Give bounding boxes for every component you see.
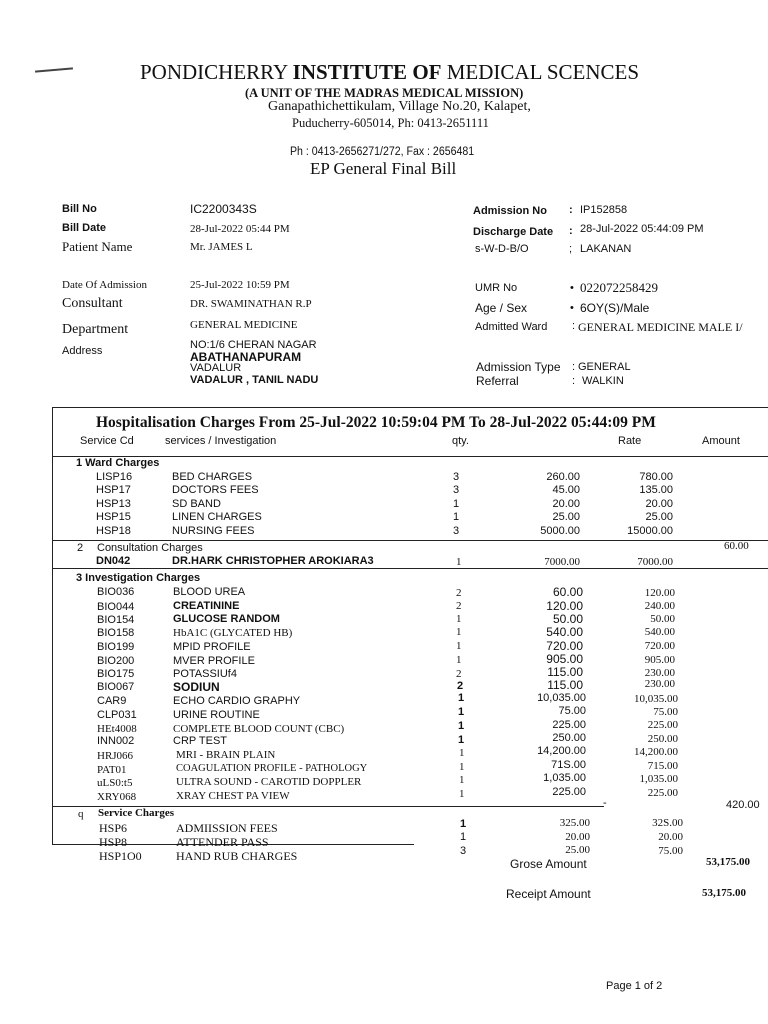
section-consult-subtotal: 60.00 [724, 540, 749, 552]
address-line-2: Puducherry-605014, Ph: 0413-2651111 [292, 116, 489, 130]
table-row-amount: 120.00 [644, 587, 675, 599]
address-value-line3: VADALUR [190, 362, 242, 374]
table-row-rate: 325.00 [559, 817, 590, 829]
address-value-line1: NO:1/6 CHERAN NAGAR [190, 339, 317, 351]
age-sex-label: Age / Sex [475, 301, 528, 315]
table-row-rate: 14,200.00 [537, 745, 586, 757]
table-row-code: PAT01 [97, 764, 127, 776]
table-row-qty: 2 [456, 587, 462, 599]
referral-value: WALKIN [582, 375, 624, 387]
umr-no-value: 022072258429 [580, 280, 658, 295]
table-row-qty: 1 [459, 788, 465, 800]
ward-section-divider [52, 540, 768, 541]
table-row-rate: 225.00 [552, 786, 586, 798]
admitted-ward-sep: : [572, 320, 576, 332]
phone-fax: Ph : 0413-2656271/272, Fax : 2656481 [290, 146, 475, 158]
relation-value: LAKANAN [580, 243, 632, 255]
table-row-rate: 10,035.00 [537, 692, 586, 704]
table-row-rate: 20.00 [552, 498, 580, 510]
table-row-code: XRY068 [97, 791, 137, 803]
admitted-ward-value: GENERAL MEDICINE MALE I/ [578, 320, 743, 334]
header-amount: Amount [702, 435, 740, 447]
table-top-border [52, 407, 768, 408]
table-row-name: MVER PROFILE [173, 655, 255, 667]
table-row-name: BED CHARGES [172, 471, 253, 483]
table-row-rate: 7000.00 [544, 556, 580, 568]
table-row-amount: 25.00 [645, 511, 673, 523]
table-row-rate: 115.00 [547, 678, 583, 692]
section-consult-title: Consultation Charges [97, 542, 203, 554]
table-row-code: HRJ066 [97, 750, 134, 762]
header-rate: Rate [618, 435, 642, 447]
relation-sep: ; [569, 243, 573, 255]
patient-name-value: Mr. JAMES L [190, 241, 253, 253]
table-row-name: SD BAND [172, 498, 221, 510]
age-sex-sep: • [570, 302, 574, 314]
table-row-code: BIO175 [97, 668, 135, 680]
consultant-label: Consultant [62, 296, 123, 311]
table-row-code: HSP1O0 [99, 849, 142, 863]
bill-date-value: 28-Jul-2022 05:44 PM [190, 223, 290, 235]
address-value-line2: ABATHANAPURAM [190, 350, 302, 364]
table-row-code: HSP17 [96, 484, 131, 496]
table-row-amount: 20.00 [645, 498, 673, 510]
table-row-rate: 45.00 [552, 484, 580, 496]
table-header-divider [52, 456, 768, 457]
bill-date-label: Bill Date [62, 222, 107, 234]
bill-no-value: IC2200343S [190, 202, 257, 216]
table-row-code: CLP031 [97, 709, 137, 721]
table-row-name: HAND RUB CHARGES [176, 849, 298, 863]
table-row-amount: 250.00 [647, 733, 678, 745]
table-row-amount: 230.00 [644, 667, 675, 679]
umr-no-label: UMR No [475, 282, 518, 294]
table-row-qty: 1 [456, 613, 462, 625]
table-row-amount: 7000.00 [637, 556, 673, 568]
table-row-rate: 50.00 [552, 612, 583, 626]
bill-title: EP General Final Bill [310, 159, 457, 178]
table-row-code: HSP6 [99, 821, 128, 835]
umr-no-sep: • [570, 282, 574, 294]
admission-no-sep: : [569, 204, 573, 216]
address-label: Address [62, 345, 103, 357]
table-row-amount: 225.00 [647, 719, 678, 731]
table-row-amount: 225.00 [647, 787, 678, 799]
table-title: Hospitalisation Charges From 25-Jul-2022 10:59:04 PM To 28-Jul-2022 05:44:09 PM [96, 414, 656, 431]
table-row-code: uLS0:t5 [97, 777, 133, 789]
address-line-1: Ganapathichettikulam, Village No.20, Kalapet, [268, 99, 531, 114]
table-row-name: XRAY CHEST PA VIEW [176, 790, 290, 802]
table-row-name: ECHO CARDIO GRAPHY [173, 695, 301, 707]
table-row-code: HSP13 [96, 498, 131, 510]
table-row-rate: 25.00 [565, 844, 590, 856]
pen-mark [35, 67, 73, 72]
table-row-qty: 1 [456, 654, 462, 666]
table-row-qty: 1 [459, 761, 465, 773]
table-row-amount: 75.00 [658, 845, 683, 857]
table-row-rate: 115.00 [547, 665, 583, 679]
table-row-name: MPID PROFILE [173, 641, 251, 653]
section-ward-title: 1 Ward Charges [76, 457, 160, 469]
table-row-name: COMPLETE BLOOD COUNT (CBC) [173, 723, 345, 735]
department-label: Department [62, 322, 129, 337]
admission-no-label: Admission No [473, 205, 547, 217]
table-row-name: MRI - BRAIN PLAIN [176, 749, 276, 761]
table-row-rate: 25.00 [552, 511, 580, 523]
table-row-name: LINEN CHARGES [172, 511, 262, 523]
table-row-amount: 75.00 [653, 706, 678, 718]
table-row-amount: 32S.00 [652, 817, 683, 829]
table-row-qty: 1 [456, 556, 462, 568]
table-row-rate: 75.00 [558, 705, 586, 717]
table-row-code: HSP15 [96, 511, 131, 523]
table-row-amount: 720.00 [644, 640, 675, 652]
table-row-qty: 1 [459, 747, 465, 759]
table-row-name: DOCTORS FEES [172, 484, 259, 496]
table-row-name: HbA1C (GLYCATED HB) [173, 627, 293, 639]
table-row-code: HEt4008 [97, 723, 137, 735]
relation-label: s-W-D-B/O [475, 243, 529, 255]
table-row-name: ADMIISSION FEES [176, 821, 278, 835]
table-row-rate: 540.00 [546, 625, 583, 639]
header-services: services / Investigation [165, 435, 277, 447]
table-row-qty: 3 [453, 484, 460, 496]
table-row-amount: 715.00 [647, 760, 678, 772]
table-row-name: COAGULATION PROFILE - PATHOLOGY [176, 763, 368, 774]
table-row-qty: 2 [457, 680, 464, 692]
header-qty: qty. [452, 435, 469, 447]
receipt-amount-value: 53,175.00 [702, 887, 746, 899]
table-row-qty: 1 [453, 511, 460, 523]
referral-label: Referral [476, 374, 519, 388]
table-row-qty: 3 [460, 845, 467, 857]
table-row-name: BLOOD UREA [173, 586, 246, 598]
table-row-name: ATTENDER PASS [176, 835, 269, 849]
dash-mark: - [603, 797, 607, 809]
table-row-code: INN002 [97, 735, 135, 747]
table-row-rate: 250.00 [552, 732, 586, 744]
table-row-name: SODIUN [173, 680, 220, 694]
table-row-code: BIO044 [97, 601, 135, 613]
table-row-name: URINE ROUTINE [173, 709, 260, 721]
table-row-amount: 905.00 [644, 654, 675, 666]
table-row-amount: 50.00 [650, 613, 675, 625]
bill-no-label: Bill No [62, 203, 97, 215]
table-row-amount: 240.00 [644, 600, 675, 612]
table-row-rate: 260.00 [546, 471, 580, 483]
table-row-qty: 1 [458, 720, 465, 732]
table-row-name: CRP TEST [173, 735, 227, 747]
table-row-code: BIO154 [97, 614, 135, 626]
table-row-qty: 1 [460, 818, 467, 830]
table-row-rate: 225.00 [552, 719, 586, 731]
patient-name-label: Patient Name [62, 239, 133, 254]
header-service-cd: Service Cd [80, 435, 134, 447]
admission-type-label: Admission Type [476, 360, 561, 374]
section-consult-number: 2 [77, 542, 84, 554]
section-service-number: q [78, 808, 84, 820]
institute-subtitle: (A UNIT OF THE MADRAS MEDICAL MISSION) [245, 86, 524, 100]
table-row-code: CAR9 [97, 695, 127, 707]
table-row-qty: 2 [456, 600, 462, 612]
consultant-value: DR. SWAMINATHAN R.P [190, 298, 312, 310]
address-value-line4: VADALUR , TANIL NADU [190, 374, 319, 386]
gross-amount-value: 53,175.00 [706, 856, 750, 868]
table-row-amount: 230.00 [644, 678, 675, 690]
table-left-border [52, 407, 53, 844]
table-row-code: HSP8 [99, 835, 128, 849]
table-row-amount: 20.00 [658, 831, 683, 843]
table-row-qty: 1 [456, 640, 462, 652]
table-row-rate: 1,035.00 [543, 772, 586, 784]
table-row-rate: 71S.00 [551, 759, 586, 771]
table-row-amount: 780.00 [639, 471, 673, 483]
department-value: GENERAL MEDICINE [190, 319, 298, 331]
institute-name: PONDICHERRY INSTITUTE OF MEDICAL SCENCES [140, 60, 640, 84]
admission-type-sep: : [572, 361, 576, 373]
table-row-qty: 1 [458, 692, 465, 704]
table-row-qty: 1 [456, 626, 462, 638]
table-row-name: POTASSIUf4 [173, 668, 237, 680]
section-service-subtotal: 420.00 [726, 799, 760, 811]
admission-date-label: Date Of Admission [62, 279, 147, 291]
table-row-code: LISP16 [96, 471, 133, 483]
table-row-code: BIO067 [97, 681, 135, 693]
table-row-amount: 10,035.00 [634, 693, 678, 705]
table-row-qty: 1 [459, 774, 465, 786]
table-row-name: NURSING FEES [172, 525, 255, 537]
receipt-amount-label: Receipt Amount [506, 887, 591, 901]
section-service-title: Service Charges [98, 807, 175, 819]
table-row-qty: 2 [456, 668, 462, 680]
table-row-qty: 3 [453, 471, 460, 483]
table-row-code: HSP18 [96, 525, 131, 537]
table-row-amount: 14,200.00 [634, 746, 678, 758]
table-row-rate: 5000.00 [540, 525, 580, 537]
table-row-code: BIO158 [97, 627, 135, 639]
table-row-rate: 120.00 [546, 599, 583, 613]
table-row-code: BIO200 [97, 655, 135, 667]
table-row-rate: 905.00 [546, 652, 583, 666]
admitted-ward-label: Admitted Ward [475, 321, 548, 333]
section-invest-title: 3 Investigation Charges [76, 572, 201, 584]
discharge-date-sep: : [569, 225, 573, 237]
age-sex-value: 6OY(S)/Male [580, 301, 650, 315]
referral-sep: : [572, 375, 576, 387]
table-row-rate: 60.00 [552, 585, 583, 599]
consult-section-divider [52, 568, 768, 569]
table-row-name: DR.HARK CHRISTOPHER AROKIARA3 [172, 555, 374, 567]
table-row-amount: 1,035.00 [639, 773, 678, 785]
table-row-code: DN042 [96, 555, 131, 567]
admission-type-value: GENERAL [578, 361, 631, 373]
discharge-date-label: Discharge Date [473, 226, 554, 238]
table-row-qty: 1 [460, 831, 467, 843]
table-row-code: BIO199 [97, 641, 135, 653]
table-row-name: GLUCOSE RANDOM [173, 613, 280, 625]
admission-date-value: 25-Jul-2022 10:59 PM [190, 279, 290, 291]
table-row-amount: 540.00 [644, 626, 675, 638]
table-row-qty: 1 [453, 498, 460, 510]
table-row-name: CREATININE [173, 600, 240, 612]
table-row-qty: 1 [458, 734, 465, 746]
table-row-rate: 20.00 [565, 831, 590, 843]
gross-amount-label: Grose Amount [510, 857, 587, 871]
table-row-amount: 135.00 [639, 484, 673, 496]
table-row-name: ULTRA SOUND - CAROTID DOPPLER [176, 776, 362, 788]
discharge-date-value: 28-Jul-2022 05:44:09 PM [580, 223, 704, 235]
table-row-qty: 1 [458, 706, 465, 718]
table-row-qty: 3 [453, 525, 460, 537]
table-row-amount: 15000.00 [627, 525, 673, 537]
admission-no-value: IP152858 [580, 204, 628, 216]
table-row-rate: 720.00 [546, 639, 583, 653]
table-row-code: BIO036 [97, 586, 135, 598]
page-number: Page 1 of 2 [606, 980, 663, 992]
